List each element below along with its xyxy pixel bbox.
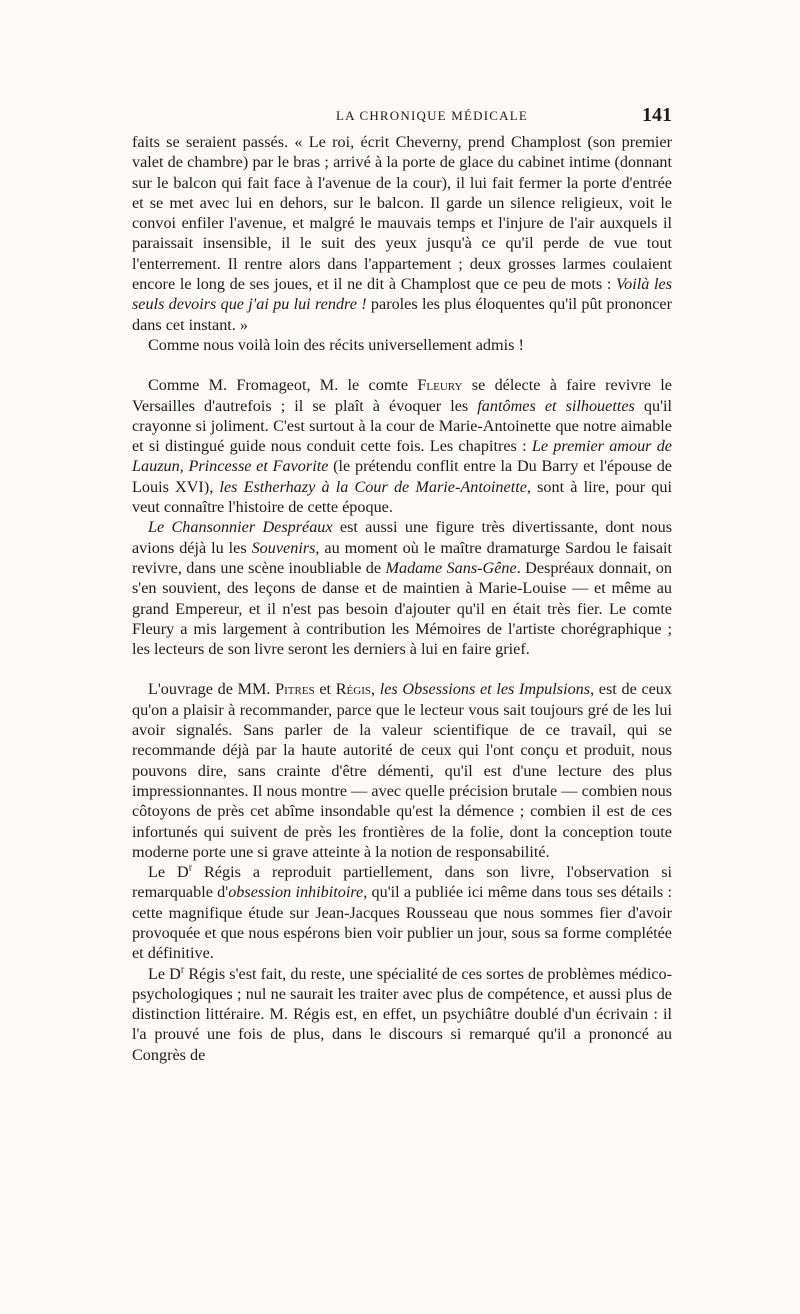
text-run: Comme M. Fromageot, M. le comte bbox=[148, 376, 418, 395]
page-header bbox=[132, 104, 672, 128]
italic-title: les Estherhazy à la Cour de Marie-Antoinette bbox=[219, 477, 527, 496]
superscript: r bbox=[188, 862, 193, 874]
italic-title: Madame Sans-Gêne bbox=[385, 558, 517, 577]
author-name: Pitres bbox=[275, 680, 315, 699]
italic-title: fantômes et silhouettes bbox=[477, 396, 635, 415]
text-run: Comme nous voilà loin des récits universellement admis ! bbox=[148, 335, 524, 354]
running-head: LA CHRONIQUE MÉDICALE bbox=[335, 108, 529, 123]
italic-title: les Obsessions et les Impulsions bbox=[379, 680, 591, 699]
text-run: , qu'il a publiée ici même dans tous ses détails : cette magnifique étude sur Jean-Jacques Rousseau que nous sommes fier d'avoir provoquée et que nous espérons bien voir publier un jour, sous sa forme complétée et définitive. bbox=[132, 883, 673, 963]
text-run: Le D bbox=[148, 863, 189, 882]
text-run: est aussi une figure très divertissante, dont nous avions déjà lu les bbox=[132, 518, 673, 557]
text-run: Régis a reproduit partiellement, dans son livre, l'observation si remarquable d' bbox=[132, 863, 672, 902]
italic-title: Le Chansonnier Despréaux bbox=[148, 518, 333, 537]
paragraph-6 bbox=[132, 862, 672, 963]
text-run: , sont à lire, pour qui veut connaître l'histoire de cette époque. bbox=[132, 477, 672, 517]
text-run: se délecte à faire revivre le Versailles d'autrefois ; il se plaît à évoquer les bbox=[132, 376, 672, 415]
text-run: , bbox=[371, 680, 380, 699]
text-run: faits se seraient passés. « Le roi, écrit Cheverny, prend Champlost (son premier valet de chambre) par le bras ; arrivé à la porte de glace du cabinet intime (donnant sur le balcon qui fait face à l'avenue de la cour), il lui fait fermer la porte d'entrée et se met avec lui en dehors, sur le balcon. Il garde un silence religieux, voit le convoi enfiler l'avenue, et malgré le mauvais temps et l'injure de l'air auxquels il paraissait insensible, il le suit des yeux jusqu'à ce qu'il perde de vue tout l'enterrement. Il rentre alors dans l'appartement ; deux grosses larmes coulaient encore le long de ses joues, et il ne dit à Champlost que ce peu de mots : bbox=[132, 133, 672, 294]
text-run: qu'il crayonne si joliment. C'est surtout à la cour de Marie-Antoinette que notre aimable et si distingué guide nous conduit cette fois. Les chapitres : bbox=[132, 396, 673, 456]
text-run: et bbox=[314, 680, 336, 699]
text-run: paroles les plus éloquentes qu'il pût prononcer dans cet instant. » bbox=[132, 295, 673, 334]
text-run: , est de ceux qu'on a plaisir à recommander, parce que le lecteur vous sait toujours gré de les lui avoir signalés. Sans parler de la valeur scientifique de ce travail, qui se recommande déjà par la haute autorité de ceux qui l'ont conçu et produit, nous pouvons dire, sans crainte d'être démenti, qu'il est d'une lecture des plus impressionnantes. Il nous montre — avec quelle précision brutale — combien nous côtoyons de près cet abîme insondable qu'est la démence ; combien il est de ces infortunés qui suivent de près les frontières de la folie, dont la conception toute moderne porte une si grave atteinte à la notion de responsabilité. bbox=[132, 680, 672, 861]
page-number: 141 bbox=[642, 104, 672, 126]
paragraph-7 bbox=[132, 964, 672, 1065]
paragraph-3 bbox=[132, 375, 672, 517]
text-run: . Despréaux donnait, on s'en souvient, des leçons de danse et de maintien à Marie-Louise — et même au grand Empereur, et il n'est pas besoin d'ajouter qu'il en était très fier. Le comte Fleury a mis largement à contribution les Mémoires de l'artiste chorégraphique ; les lecteurs de son livre seront les derniers à lui en faire grief. bbox=[132, 558, 672, 659]
superscript: r bbox=[180, 964, 185, 976]
text-run: , au moment où le maître dramaturge Sardou le faisait revivre, dans une scène inoubliable de bbox=[132, 538, 673, 577]
paragraph-1 bbox=[132, 132, 672, 335]
paragraph-5 bbox=[132, 679, 672, 862]
italic-term: obsession inhibitoire bbox=[228, 883, 364, 902]
italic-quote: Voilà les seuls devoirs que j'ai pu lui rendre ! bbox=[132, 275, 672, 314]
italic-title: Le premier amour de Lauzun, Princesse et Favorite bbox=[132, 437, 672, 476]
author-name: Régis bbox=[335, 680, 371, 699]
text-run: (le prétendu conflit entre la Du Barry et l'épouse de Louis XVI), bbox=[132, 457, 672, 496]
author-name: Fleury bbox=[417, 376, 463, 395]
page bbox=[132, 104, 672, 1065]
paragraph-4 bbox=[132, 517, 672, 659]
paragraph-2 bbox=[132, 335, 672, 355]
italic-title: Souvenirs bbox=[251, 538, 316, 557]
text-run: Le D bbox=[148, 964, 181, 983]
text-run: Régis s'est fait, du reste, une spécialité de ces sortes de problèmes médico-psychologiques ; nul ne saurait les traiter avec plus de compétence, et aussi plus de distinction littéraire. M. Régis est, en effet, un psychiâtre doublé d'un écrivain : il l'a prouvé une fois de plus, dans le discours si remarqué qu'il a prononcé au Congrès de bbox=[132, 964, 672, 1064]
text-run: L'ouvrage de MM. bbox=[148, 680, 276, 699]
